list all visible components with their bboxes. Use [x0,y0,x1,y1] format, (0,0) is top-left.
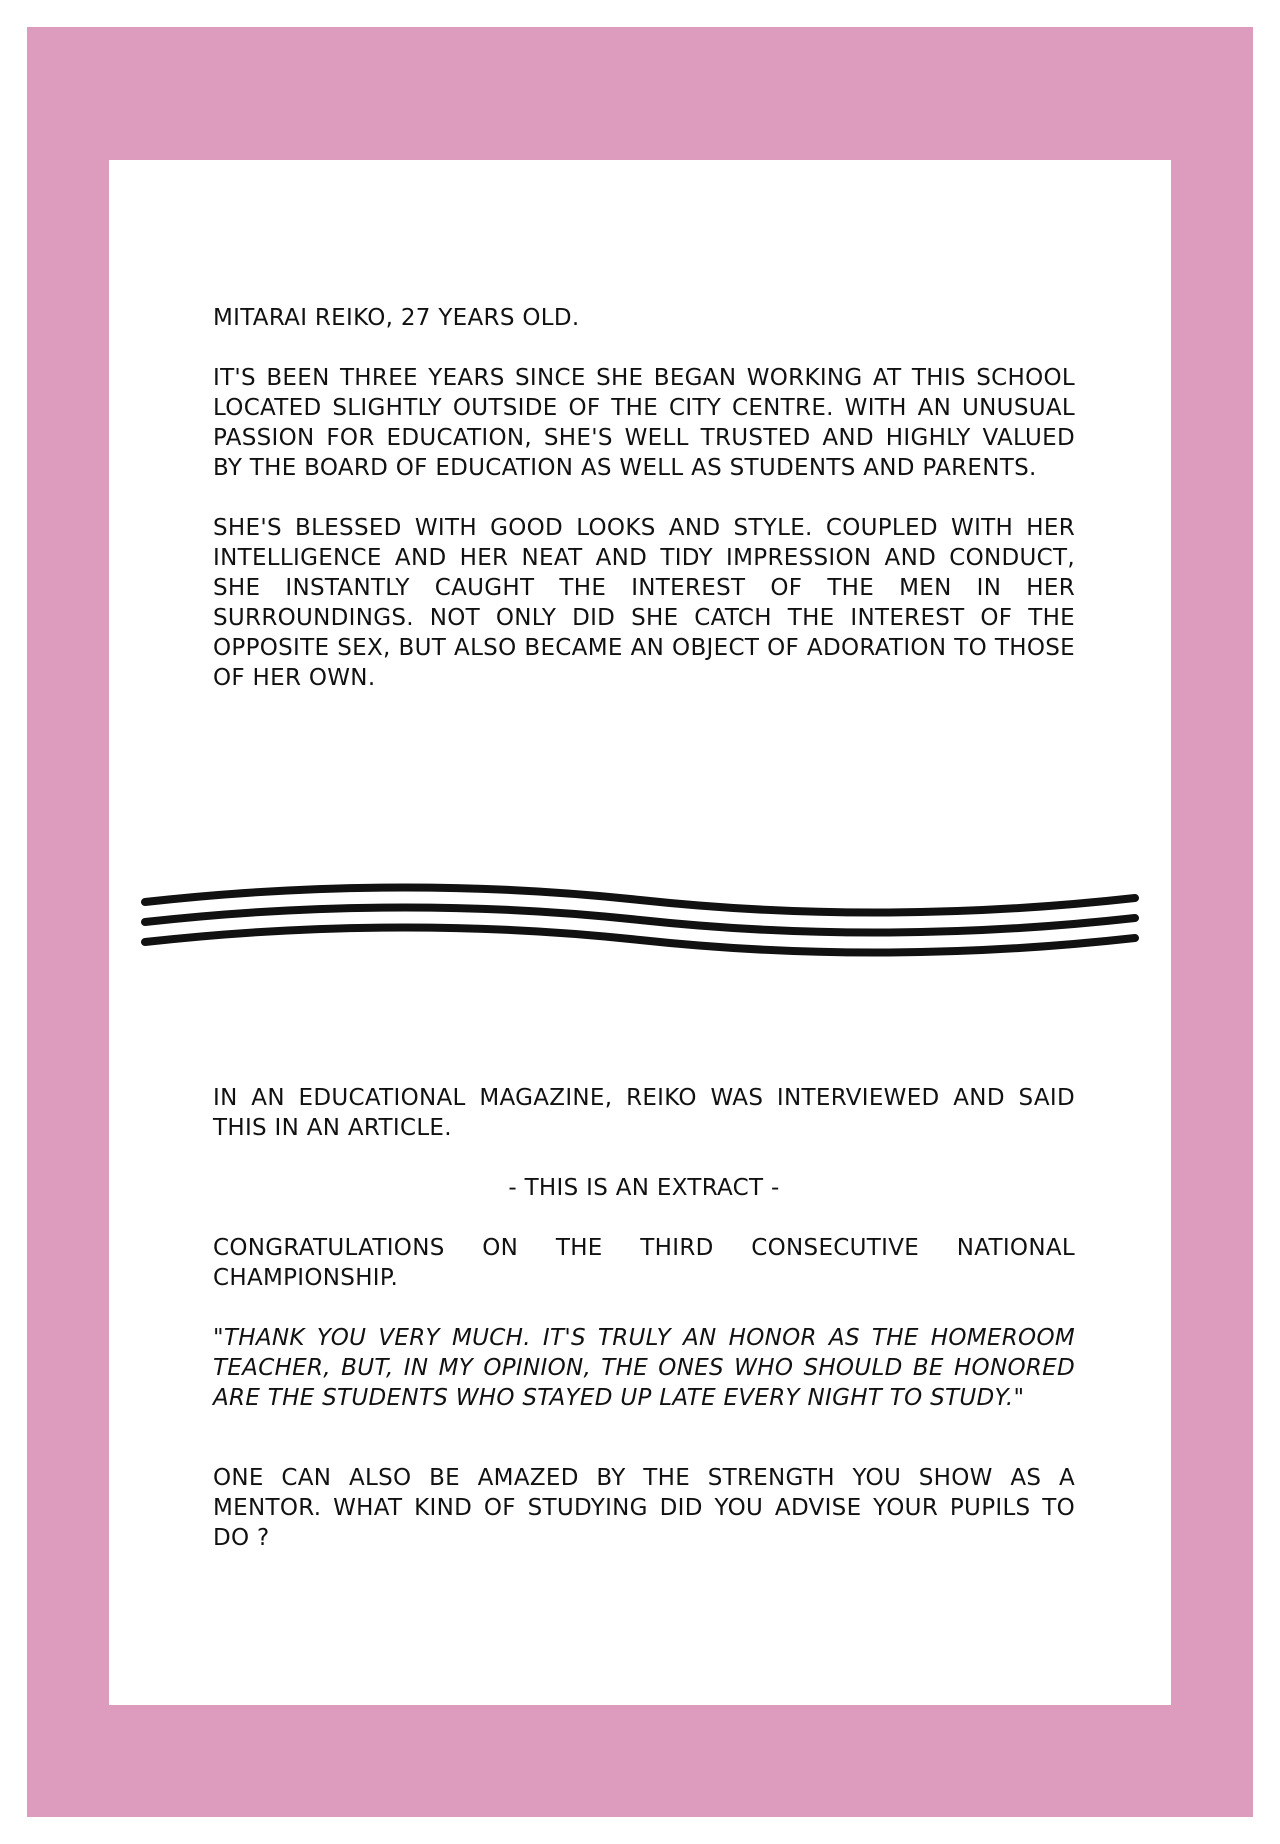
intro-section [213,303,1075,693]
article-lead: IN AN EDUCATIONAL MAGAZINE, REIKO WAS INTERVIEWED AND SAID THIS IN AN ARTICLE. [213,1085,1075,1141]
intro-paragraph-1: IT'S BEEN THREE YEARS SINCE SHE BEGAN WORKING AT THIS SCHOOL LOCATED SLIGHTLY OUTSIDE OF THE CITY CENTRE. WITH AN UNUSUAL PASSION FOR EDUCATION, SHE'S WELL TRUSTED AND HIGHLY VALUED BY THE BOARD OF EDUCATION AS WELL AS STUDENTS AND PARENTS. [213,365,1075,481]
wave-divider [140,880,1140,980]
interview-question-2: ONE CAN ALSO BE AMAZED BY THE STRENGTH YOU SHOW AS A MENTOR. WHAT KIND OF STUDYING DID YOU ADVISE YOUR PUPILS TO DO ? [213,1465,1075,1551]
intro-paragraph-2: SHE'S BLESSED WITH GOOD LOOKS AND STYLE. COUPLED WITH HER INTELLIGENCE AND HER NEAT AND TIDY IMPRESSION AND CONDUCT, SHE INSTANTLY CAUGHT THE INTEREST OF THE MEN IN HER SURROUNDINGS. NOT ONLY DID SHE CATCH THE INTEREST OF THE OPPOSITE SEX, BUT ALSO BECAME AN OBJECT OF ADORATION TO THOSE OF HER OWN. [213,515,1075,691]
article-section [213,1083,1075,1553]
interview-question-1: CONGRATULATIONS ON THE THIRD CONSECUTIVE NATIONAL CHAMPIONSHIP. [213,1235,1075,1291]
interview-answer-1: "THANK YOU VERY MUCH. IT'S TRULY AN HONOR AS THE HOMEROOM TEACHER, BUT, IN MY OPINION, THE ONES WHO SHOULD BE HONORED ARE THE STUDENTS WHO STAYED UP LATE EVERY NIGHT TO STUDY." [213,1325,1075,1411]
intro-heading: MITARAI REIKO, 27 YEARS OLD. [213,305,580,331]
extract-label: - THIS IS AN EXTRACT - [508,1175,780,1201]
